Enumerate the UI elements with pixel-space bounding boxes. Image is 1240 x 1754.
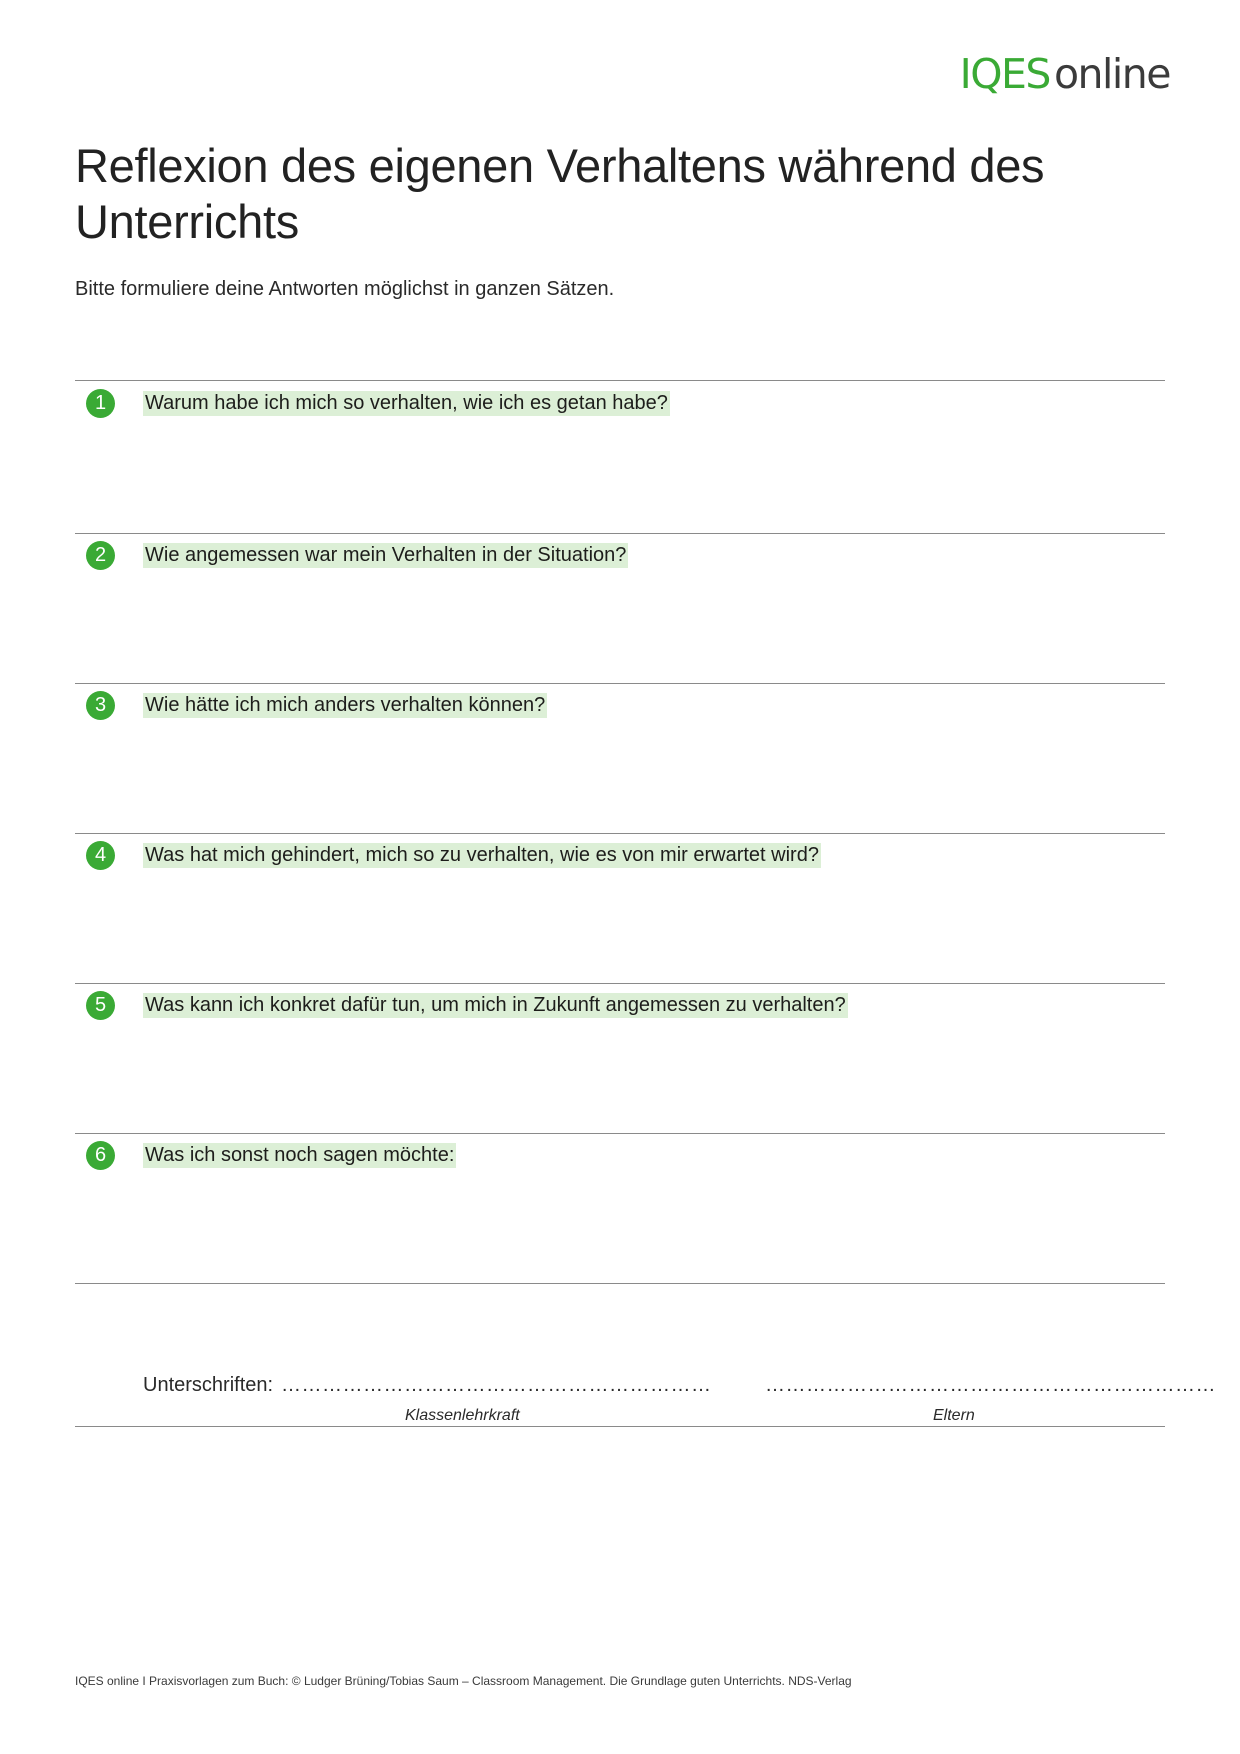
- question-number-badge: 4: [86, 841, 115, 870]
- question-number-badge: 2: [86, 541, 115, 570]
- logo-suffix: online: [1053, 50, 1170, 98]
- question-block-1: [75, 381, 1165, 532]
- question-number-badge: 5: [86, 991, 115, 1020]
- question-block-5: [75, 983, 1165, 1134]
- parents-signature-line[interactable]: …………………………………………………………: [765, 1374, 1216, 1396]
- teacher-signature-line[interactable]: ………………………………………………………: [281, 1374, 712, 1396]
- question-number-badge: 6: [86, 1141, 115, 1170]
- question-text: Was hat mich gehindert, mich so zu verhalten, wie es von mir erwartet wird?: [145, 844, 819, 866]
- parents-signature-caption: Eltern: [933, 1407, 975, 1424]
- divider: [75, 1426, 1165, 1427]
- question-text: Warum habe ich mich so verhalten, wie ich es getan habe?: [145, 392, 668, 414]
- divider: [75, 1283, 1165, 1284]
- answer-field-5[interactable]: [143, 1027, 1157, 1127]
- question-block-3: [75, 683, 1165, 834]
- question-number-badge: 3: [86, 691, 115, 720]
- question-text: Wie hätte ich mich anders verhalten können?: [145, 694, 546, 716]
- question-block-6: [75, 1133, 1165, 1284]
- question-number-badge: 1: [86, 389, 115, 418]
- question-text: Was ich sonst noch sagen möchte:: [145, 1144, 455, 1166]
- footer-credits: IQES online I Praxisvorlagen zum Buch: © Ludger Brüning/Tobias Saum – Classroom Management. Die Grundlage guten Unterrichts. NDS-Verlag: [75, 1674, 852, 1688]
- question-text: Wie angemessen war mein Verhalten in der Situation?: [145, 544, 627, 566]
- logo-brand: IQES: [959, 50, 1050, 98]
- signatures-label: Unterschriften:: [143, 1374, 274, 1396]
- answer-field-4[interactable]: [143, 877, 1157, 977]
- answer-field-2[interactable]: [143, 577, 1157, 677]
- page-title: Reflexion des eigenen Verhaltens während des Unterrichts: [75, 139, 1045, 248]
- answer-field-3[interactable]: [143, 727, 1157, 827]
- question-block-2: [75, 533, 1165, 684]
- question-block-4: [75, 833, 1165, 984]
- teacher-signature-caption: Klassenlehrkraft: [405, 1407, 520, 1424]
- instruction-text: Bitte formuliere deine Antworten möglichst in ganzen Sätzen.: [75, 278, 615, 300]
- question-text: Was kann ich konkret dafür tun, um mich in Zukunft angemessen zu verhalten?: [145, 994, 846, 1016]
- iqes-online-logo: [960, 50, 1170, 98]
- answer-field-6[interactable]: [143, 1177, 1157, 1277]
- answer-field-1[interactable]: [143, 425, 1157, 525]
